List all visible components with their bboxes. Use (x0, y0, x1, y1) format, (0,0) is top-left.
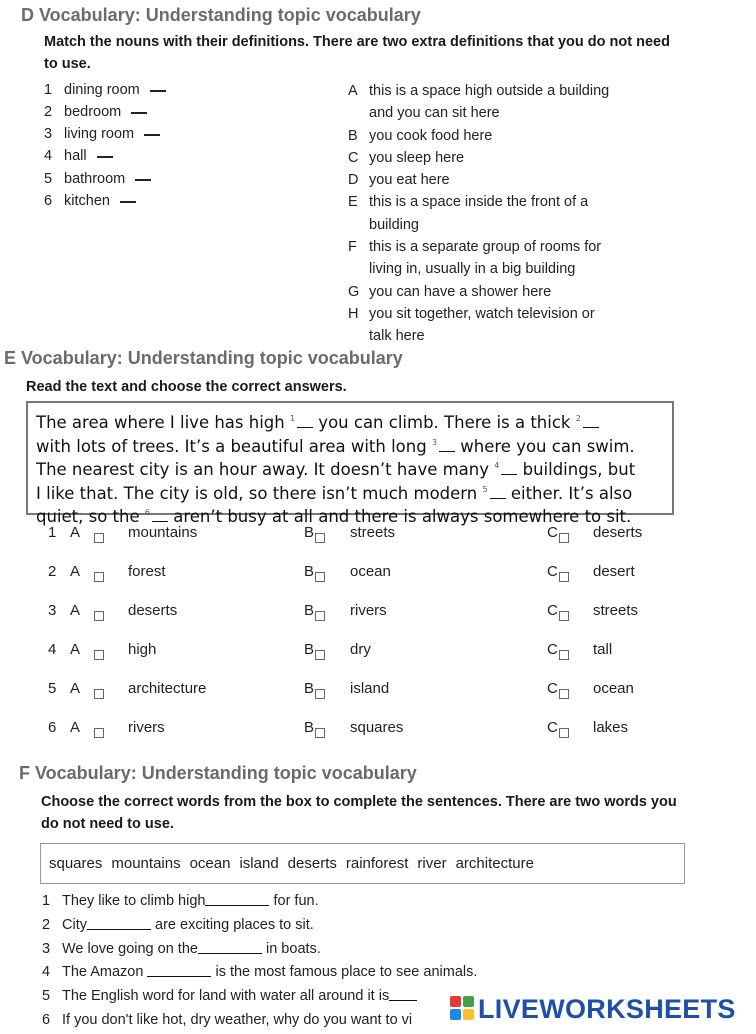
definition-item (348, 191, 609, 213)
noun-word: living room (64, 126, 135, 142)
definition-item (348, 80, 609, 102)
option-a-letter: A (70, 680, 81, 697)
option-b-checkbox[interactable] (315, 728, 325, 738)
definition-text: you eat here (369, 172, 450, 189)
option-c-letter: C (547, 680, 558, 697)
option-b-checkbox[interactable] (315, 650, 325, 660)
noun-word: kitchen (64, 193, 110, 209)
definition-text: this is a space high outside a building (369, 83, 610, 99)
gap-number: 2 (575, 414, 581, 423)
noun-item (44, 171, 151, 187)
noun-number: 1 (44, 82, 53, 98)
text-span: buildings, but (517, 460, 636, 480)
option-a-text: rivers (128, 719, 165, 736)
sentence-item (42, 893, 319, 909)
option-a-letter: A (70, 602, 81, 619)
sentence-number: 4 (42, 964, 51, 980)
text-span: I like that. The city is old, so there isn’t much modern (36, 483, 483, 503)
logo-text: LIVEWORKSHEETS (478, 993, 736, 1024)
reading-text-box (26, 401, 674, 527)
sentence-text: They like to climb high (62, 893, 206, 909)
option-a-checkbox[interactable] (94, 533, 104, 543)
noun-number: 6 (44, 193, 53, 209)
gap-blank (490, 498, 506, 499)
question-number: 1 (48, 524, 57, 541)
text-span: either. It’s also (505, 483, 633, 503)
reading-line (36, 409, 664, 433)
sentence-blank[interactable] (147, 976, 211, 977)
option-c-checkbox[interactable] (559, 728, 569, 738)
text-span: quiet, so the (36, 507, 145, 527)
option-a-checkbox[interactable] (94, 572, 104, 582)
gap-number: 1 (289, 414, 296, 423)
sentence-text: City (62, 917, 87, 933)
question-number: 6 (48, 719, 57, 736)
definition-letter: G (348, 283, 360, 300)
sentence-item (42, 917, 314, 933)
sentence-blank[interactable] (205, 905, 269, 906)
sentence-text: for fun. (269, 893, 319, 909)
option-b-checkbox[interactable] (315, 611, 325, 621)
noun-item (44, 126, 160, 142)
noun-word: bathroom (64, 171, 126, 187)
option-b-letter: B (304, 719, 315, 736)
option-b-text: squares (350, 719, 404, 736)
word-box-item: mountains (111, 855, 181, 872)
word-box-item: island (239, 855, 279, 872)
gap-blank (297, 427, 313, 428)
definitions-list (348, 80, 609, 348)
option-c-text: ocean (593, 680, 634, 697)
option-c-checkbox[interactable] (559, 572, 569, 582)
option-a-checkbox[interactable] (94, 728, 104, 738)
noun-item (44, 82, 166, 98)
noun-number: 5 (44, 171, 53, 187)
section-e-instruction: Read the text and choose the correct answers. (26, 379, 347, 395)
definition-letter: B (348, 127, 358, 144)
answer-blank[interactable] (97, 156, 113, 158)
option-b-letter: B (304, 524, 315, 541)
definition-item-cont (348, 102, 609, 124)
sentence-blank[interactable] (87, 929, 151, 930)
definition-text: you can have a shower here (369, 283, 552, 300)
option-b-text: rivers (350, 602, 387, 619)
gap-blank (501, 474, 517, 475)
definition-text: living in, usually in a big building (369, 261, 576, 278)
section-d-title: D Vocabulary: Understanding topic vocabulary (21, 5, 421, 25)
definition-item (348, 303, 609, 325)
option-c-text: lakes (593, 719, 629, 736)
sentence-item (42, 988, 417, 1004)
word-box-item: deserts (287, 855, 337, 872)
option-c-text: deserts (593, 524, 643, 541)
definition-letter: E (348, 194, 358, 211)
sentence-text: The English word for land with water all around it is (62, 988, 390, 1004)
gap-blank (583, 427, 599, 428)
option-c-checkbox[interactable] (559, 689, 569, 699)
question-number: 2 (48, 563, 57, 580)
definition-item (348, 169, 609, 191)
text-span: The area where I live has high (36, 413, 290, 432)
answer-blank[interactable] (144, 134, 160, 136)
option-a-text: architecture (128, 680, 207, 697)
question-number: 5 (48, 680, 57, 697)
option-c-letter: C (547, 719, 558, 736)
section-f-instruction-line2: do not need to use. (41, 816, 174, 832)
section-e-title: E Vocabulary: Understanding topic vocabulary (4, 348, 403, 368)
option-b-letter: B (304, 602, 315, 619)
sentence-item (42, 941, 321, 957)
reading-line (36, 456, 664, 480)
sentence-item (42, 1012, 412, 1028)
definition-text: this is a space inside the front of a (369, 194, 589, 211)
definition-item (348, 236, 609, 258)
definition-item-cont (348, 258, 609, 280)
option-a-text: forest (128, 563, 166, 580)
option-a-letter: A (70, 641, 81, 658)
text-span: with lots of trees. It’s a beautiful area with long (36, 436, 432, 456)
definition-letter: F (348, 239, 357, 256)
option-c-letter: C (547, 641, 558, 658)
option-b-checkbox[interactable] (315, 572, 325, 582)
option-a-text: deserts (128, 602, 178, 619)
gap-blank (152, 521, 168, 522)
answer-blank[interactable] (135, 179, 151, 181)
noun-number: 4 (44, 148, 53, 164)
word-box-item: rainforest (345, 855, 409, 872)
word-box-item: ocean (189, 855, 231, 872)
option-b-text: dry (350, 641, 371, 658)
definition-item (348, 125, 609, 147)
text-span: you can climb. There is a thick (313, 413, 576, 432)
definition-item-cont (348, 214, 609, 236)
option-a-checkbox[interactable] (94, 689, 104, 699)
option-c-text: desert (593, 563, 635, 580)
option-c-checkbox[interactable] (559, 533, 569, 543)
section-d-instruction-line2: to use. (44, 56, 91, 72)
sentence-number: 2 (42, 917, 51, 933)
gap-number: 6 (144, 508, 150, 518)
option-a-letter: A (70, 563, 81, 580)
section-d-instruction-line1: Match the nouns with their definitions. There are two extra definitions that you do not need (44, 34, 670, 50)
reading-line (36, 480, 664, 504)
option-b-letter: B (304, 563, 315, 580)
definition-text: this is a separate group of rooms for (369, 239, 602, 256)
noun-word: dining room (64, 82, 140, 98)
definition-item (348, 281, 609, 303)
gap-number: 4 (494, 461, 500, 471)
sentence-number: 1 (42, 893, 51, 909)
answer-blank[interactable] (150, 90, 166, 92)
sentence-text: in boats. (261, 941, 321, 957)
noun-word: bedroom (64, 104, 122, 120)
text-span: where you can swim. (455, 436, 635, 456)
word-box-item: architecture (455, 855, 534, 872)
option-c-checkbox[interactable] (559, 611, 569, 621)
option-a-text: high (128, 641, 157, 658)
definition-text: you cook food here (369, 127, 493, 144)
option-a-checkbox[interactable] (94, 611, 104, 621)
option-c-text: tall (593, 641, 613, 658)
option-b-letter: B (304, 641, 315, 658)
sentence-blank[interactable] (389, 1000, 417, 1001)
definition-letter: A (348, 83, 358, 99)
definition-text: talk here (369, 328, 425, 345)
option-b-text: streets (350, 524, 396, 541)
option-a-letter: A (70, 719, 81, 736)
definition-text: and you can sit here (369, 105, 500, 122)
sentence-blank[interactable] (198, 953, 262, 954)
section-f-instruction-line1: Choose the correct words from the box to complete the sentences. There are two words you (41, 794, 677, 810)
option-b-checkbox[interactable] (315, 689, 325, 699)
definition-text: building (369, 216, 419, 233)
sentence-number: 6 (42, 1012, 51, 1028)
definition-text: you sleep here (369, 149, 465, 166)
definition-item (348, 147, 609, 169)
option-b-text: ocean (350, 563, 391, 580)
gap-number: 3 (431, 437, 438, 447)
sentence-text: The Amazon (62, 964, 148, 980)
noun-word: hall (64, 148, 87, 164)
sentence-text: is the most famous place to see animals. (211, 964, 478, 980)
sentence-text: If you don't like hot, dry weather, why do you want to vi (62, 1012, 413, 1028)
sentence-number: 3 (42, 941, 51, 957)
option-a-checkbox[interactable] (94, 650, 104, 660)
noun-item (44, 148, 113, 164)
definition-letter: H (348, 305, 359, 322)
option-c-letter: C (547, 602, 558, 619)
definition-letter: D (348, 172, 359, 189)
noun-item (44, 104, 147, 120)
noun-number: 3 (44, 126, 53, 142)
noun-item (44, 193, 136, 209)
option-a-text: mountains (128, 524, 198, 541)
text-span: The nearest city is an hour away. It doesn’t have many (36, 460, 495, 480)
option-c-letter: C (547, 563, 558, 580)
word-box (40, 843, 685, 884)
noun-number: 2 (44, 104, 53, 120)
text-span: aren’t busy at all and there is always somewhere to sit. (167, 507, 632, 527)
sentence-item (42, 964, 477, 980)
option-c-checkbox[interactable] (559, 650, 569, 660)
definition-letter: C (348, 149, 359, 166)
logo-mark-icon (450, 996, 476, 1022)
gap-blank (439, 451, 455, 452)
option-a-letter: A (70, 524, 81, 541)
answer-blank[interactable] (120, 201, 136, 203)
sentence-text: We love going on the (62, 941, 198, 957)
section-f-title: F Vocabulary: Understanding topic vocabulary (19, 763, 417, 783)
question-number: 4 (48, 641, 57, 658)
option-b-letter: B (304, 680, 315, 697)
definition-item-cont (348, 325, 609, 347)
definition-text: you sit together, watch television or (369, 305, 595, 322)
word-box-item: river (417, 855, 447, 872)
liveworksheets-logo (450, 994, 736, 1024)
sentence-number: 5 (42, 988, 51, 1004)
question-number: 3 (48, 602, 57, 619)
sentence-text: are exciting places to sit. (150, 917, 314, 933)
option-b-checkbox[interactable] (315, 533, 325, 543)
gap-number: 5 (482, 484, 488, 494)
option-c-letter: C (547, 524, 558, 541)
reading-line (36, 433, 664, 457)
word-box-item: squares (49, 855, 103, 872)
option-c-text: streets (593, 602, 639, 619)
option-b-text: island (350, 680, 390, 697)
answer-blank[interactable] (131, 112, 147, 114)
